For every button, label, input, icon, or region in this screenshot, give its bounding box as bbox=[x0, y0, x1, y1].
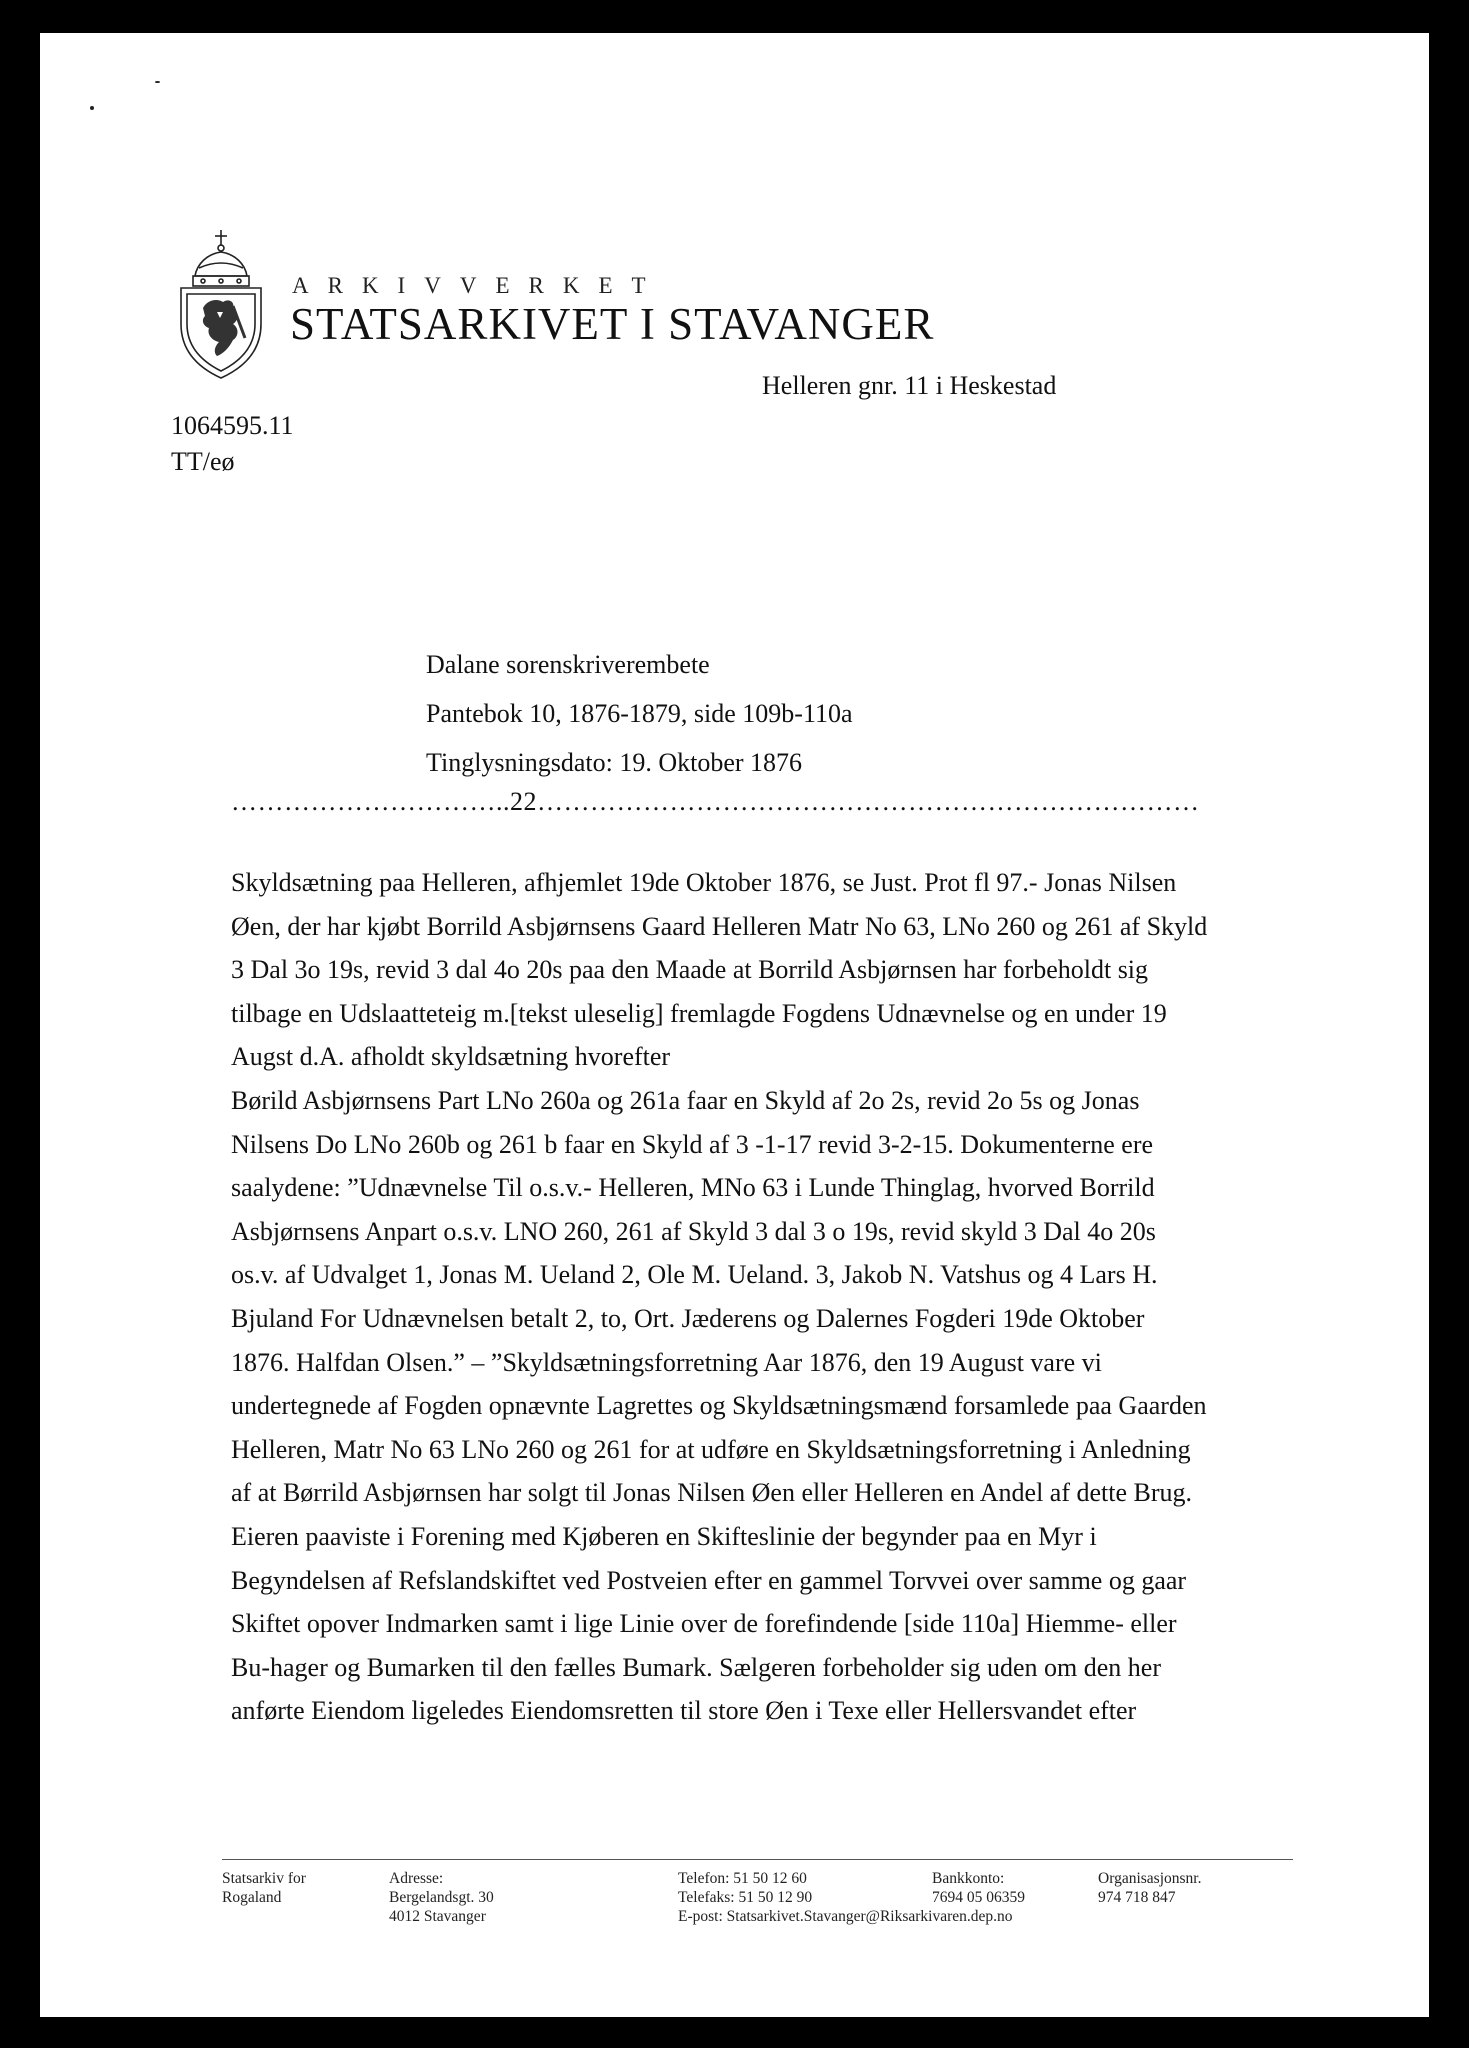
protocol-reference: Pantebok 10, 1876-1879, side 109b-110a bbox=[426, 699, 853, 728]
text-line: Eieren paaviste i Forening med Kjøberen en Skifteslinie der begynder paa en Myr i bbox=[231, 1521, 1097, 1551]
author-initials: TT/eø bbox=[171, 447, 235, 476]
text-line: Bjuland For Udnævnelsen betalt 2, to, Ort. Jæderens og Dalernes Fogderi 19de Oktober bbox=[231, 1303, 1145, 1333]
reference-number: 1064595.11 bbox=[171, 411, 294, 440]
record-header bbox=[426, 640, 853, 787]
footer-fax: Telefaks: 51 50 12 90 bbox=[678, 1889, 813, 1906]
footer-org-number: 974 718 847 bbox=[1098, 1889, 1176, 1906]
footer-street: Bergelandsgt. 30 bbox=[389, 1889, 494, 1906]
text-line: Bu-hager og Bumarken til den fælles Bumark. Sælgeren forbeholder sig uden om den her bbox=[231, 1652, 1162, 1682]
text-line: Begyndelsen af Refslandskiftet ved Postveien efter en gammel Torvvei over samme og gaar bbox=[231, 1565, 1187, 1595]
text-line: os.v. af Udvalget 1, Jonas M. Ueland 2, Ole M. Ueland. 3, Jakob N. Vatshus og 4 Lars H. bbox=[231, 1260, 1158, 1290]
text-line: Skyldsætning paa Helleren, afhjemlet 19de Oktober 1876, se Just. Prot fl 97.- Jonas Nilsen bbox=[231, 868, 1177, 897]
text-line: Øen, der har kjøbt Borrild Asbjørnsens Gaard Helleren Matr No 63, LNo 260 og 261 af Skyld bbox=[231, 911, 1208, 941]
footer-email: E-post: Statsarkivet.Stavanger@Riksarkivaren.dep.no bbox=[678, 1908, 1013, 1925]
speck-mark bbox=[155, 81, 160, 83]
leader-dots: ………………………………………………………………… bbox=[537, 787, 1200, 816]
text-line: anførte Eiendom ligeledes Eiendomsretten til store Øen i Texe eller Hellersvandet efter bbox=[231, 1696, 1137, 1726]
speck-mark bbox=[90, 106, 94, 110]
footer-organisation bbox=[1098, 1869, 1201, 1907]
text-line: af at Børrild Asbjørnsen har solgt til Jonas Nilsen Øen eller Helleren en Andel af dette Brug. bbox=[231, 1478, 1193, 1508]
document-page bbox=[40, 33, 1429, 2017]
text-line: 1876. Halfdan Olsen.” – ”Skyldsætningsforretning Aar 1876, den 19 August vare vi bbox=[231, 1347, 1102, 1377]
transcription-body bbox=[231, 861, 1291, 1733]
footer-org-label: Organisasjonsnr. bbox=[1098, 1870, 1202, 1887]
entry-separator bbox=[231, 787, 1281, 817]
footer-postcode-city: 4012 Stavanger bbox=[389, 1908, 486, 1925]
text-line: Augst d.A. afholdt skyldsætning hvorefter bbox=[231, 1042, 671, 1072]
footer-institution-line: Rogaland bbox=[222, 1889, 282, 1906]
text-line: Nilsens Do LNo 260b og 261 b faar en Skyld af 3 -1-17 revid 3-2-15. Dokumenterne ere bbox=[231, 1129, 1154, 1159]
court-office: Dalane sorenskriverembete bbox=[426, 650, 710, 679]
text-line: Asbjørnsens Anpart o.s.v. LNO 260, 261 af Skyld 3 dal 3 o 19s, revid skyld 3 Dal 4o 20s bbox=[231, 1216, 1156, 1246]
text-line: Helleren, Matr No 63 LNo 260 og 261 for at udføre en Skyldsætningsforretning i Anledning bbox=[231, 1434, 1191, 1464]
entry-number: 22 bbox=[510, 787, 537, 816]
document-subject: Helleren gnr. 11 i Heskestad bbox=[762, 371, 1057, 400]
footer-address bbox=[389, 1869, 494, 1926]
registration-date: Tinglysningsdato: 19. Oktober 1876 bbox=[426, 748, 803, 777]
text-line: Skiftet opover Indmarken samt i lige Linie over de forefindende [side 110a] Hiemme- eller bbox=[231, 1609, 1177, 1639]
footer-divider bbox=[222, 1859, 1293, 1860]
footer-bank-account: 7694 05 06359 bbox=[932, 1889, 1025, 1906]
text-line: undertegnede af Fogden opnævnte Lagrettes og Skyldsætningsmænd forsamlede paa Gaarden bbox=[231, 1391, 1207, 1421]
footer-bank bbox=[932, 1869, 1025, 1907]
text-line: 3 Dal 3o 19s, revid 3 dal 4o 20s paa den Maade at Borrild Asbjørnsen har forbeholdt sig bbox=[231, 955, 1149, 985]
text-line: Børild Asbjørnsens Part LNo 260a og 261a faar en Skyld af 2o 2s, revid 2o 5s og Jonas bbox=[231, 1085, 1140, 1115]
leader-dots: ………………………….. bbox=[231, 787, 510, 816]
footer-institution-line: Statsarkiv for bbox=[222, 1870, 306, 1887]
coat-of-arms-icon bbox=[173, 228, 269, 380]
text-line: tilbage en Udslaatteteig m.[tekst uleselig] fremlagde Fogdens Udnævnelse og en under 19 bbox=[231, 998, 1167, 1028]
footer-address-label: Adresse: bbox=[389, 1870, 444, 1887]
footer-bank-label: Bankkonto: bbox=[932, 1870, 1005, 1887]
agency-name-small: ARKIVVERKET bbox=[292, 273, 665, 298]
footer-institution bbox=[222, 1869, 306, 1907]
text-line: saalydene: ”Udnævnelse Til o.s.v.- Helleren, MNo 63 i Lunde Thinglag, hvorved Borrild bbox=[231, 1173, 1155, 1203]
agency-name-large: STATSARKIVET I STAVANGER bbox=[290, 299, 935, 349]
footer-phone: Telefon: 51 50 12 60 bbox=[678, 1870, 807, 1887]
